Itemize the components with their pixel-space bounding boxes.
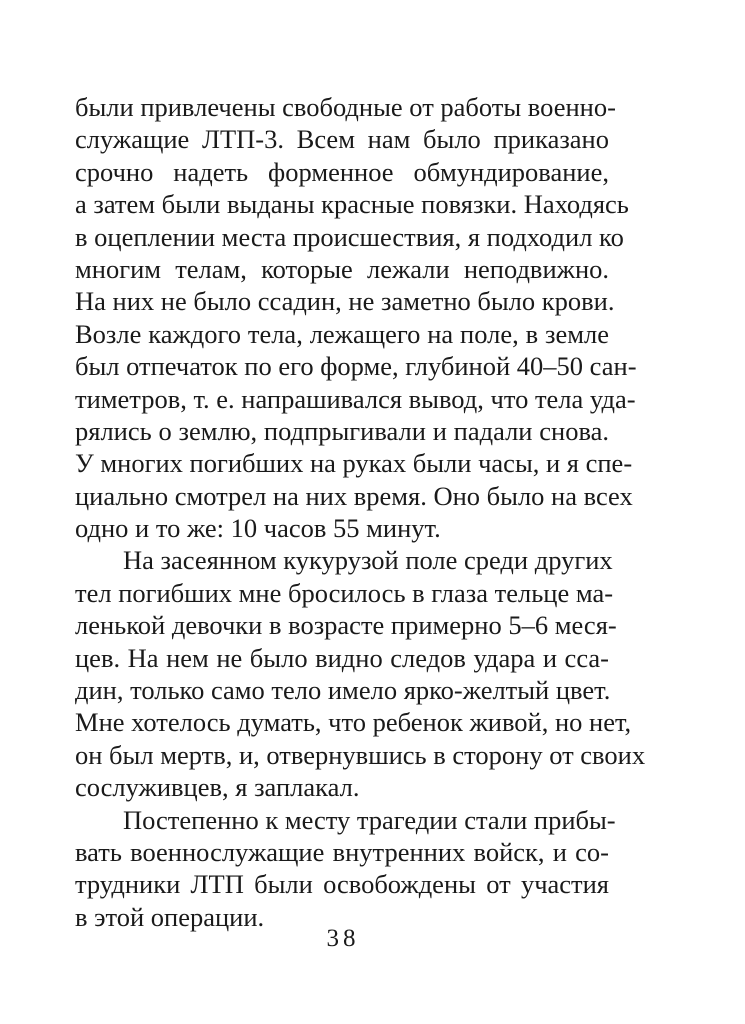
text-line: Постепенно к месту трагедии стали прибы- — [123, 804, 616, 835]
text-line: Возле каждого тела, лежащего на поле, в земле — [75, 318, 609, 349]
text-line: трудники ЛТП были освобождены от участия — [75, 869, 609, 900]
text-line: рялись о землю, подпрыгивали и падали снова. — [75, 415, 609, 446]
paragraph-1 — [75, 91, 637, 544]
text-line: У многих погибших на руках были часы, и я спе- — [75, 448, 633, 479]
text-line: дин, только само тело имело ярко-желтый цвет. — [75, 675, 611, 706]
text-line: вать военнослужащие внутренних войск, и со- — [75, 836, 609, 867]
text-line: служащие ЛТП-3. Всем нам было приказано — [75, 124, 609, 155]
paragraph-3 — [75, 804, 616, 934]
text-line: На засеянном кукурузой поле среди других — [123, 545, 613, 576]
text-line: в этой операции. — [75, 901, 265, 932]
text-line: был отпечаток по его форме, глубиной 40–50 сан- — [75, 351, 637, 382]
text-line: цев. На нем не было видно следов удара и сса- — [75, 642, 609, 673]
body-text — [75, 91, 646, 933]
text-line: тиметров, т. е. напрашивался вывод, что тела уда- — [75, 383, 636, 414]
text-line: одно и то же: 10 часов 55 минут. — [75, 513, 441, 544]
text-line: Мне хотелось думать, что ребенок живой, но нет, — [75, 707, 632, 738]
text-line: были привлечены свободные от работы военно- — [75, 92, 616, 122]
paragraph-2 — [75, 544, 646, 803]
text-line: тел погибших мне бросилось в глаза тельце ма- — [75, 577, 614, 608]
text-line: срочно надеть форменное обмундирование, — [75, 156, 609, 187]
text-line: в оцеплении места происшествия, я подходил ко — [75, 221, 624, 252]
text-line: многим телам, которые лежали неподвижно. — [75, 253, 609, 284]
text-line: На них не было ссадин, не заметно было крови. — [75, 286, 615, 317]
text-line: ленькой девочки в возрасте примерно 5–6 меся- — [75, 610, 617, 641]
text-line: а затем были выданы красные повязки. Находясь — [75, 189, 629, 220]
text-line: циально смотрел на них время. Оно было на всех — [75, 480, 633, 511]
text-line: сослуживцев, я заплакал. — [75, 772, 360, 803]
text-line: он был мертв, и, отвернувшись в сторону от своих — [75, 739, 646, 770]
page-number: 38 — [326, 925, 360, 952]
